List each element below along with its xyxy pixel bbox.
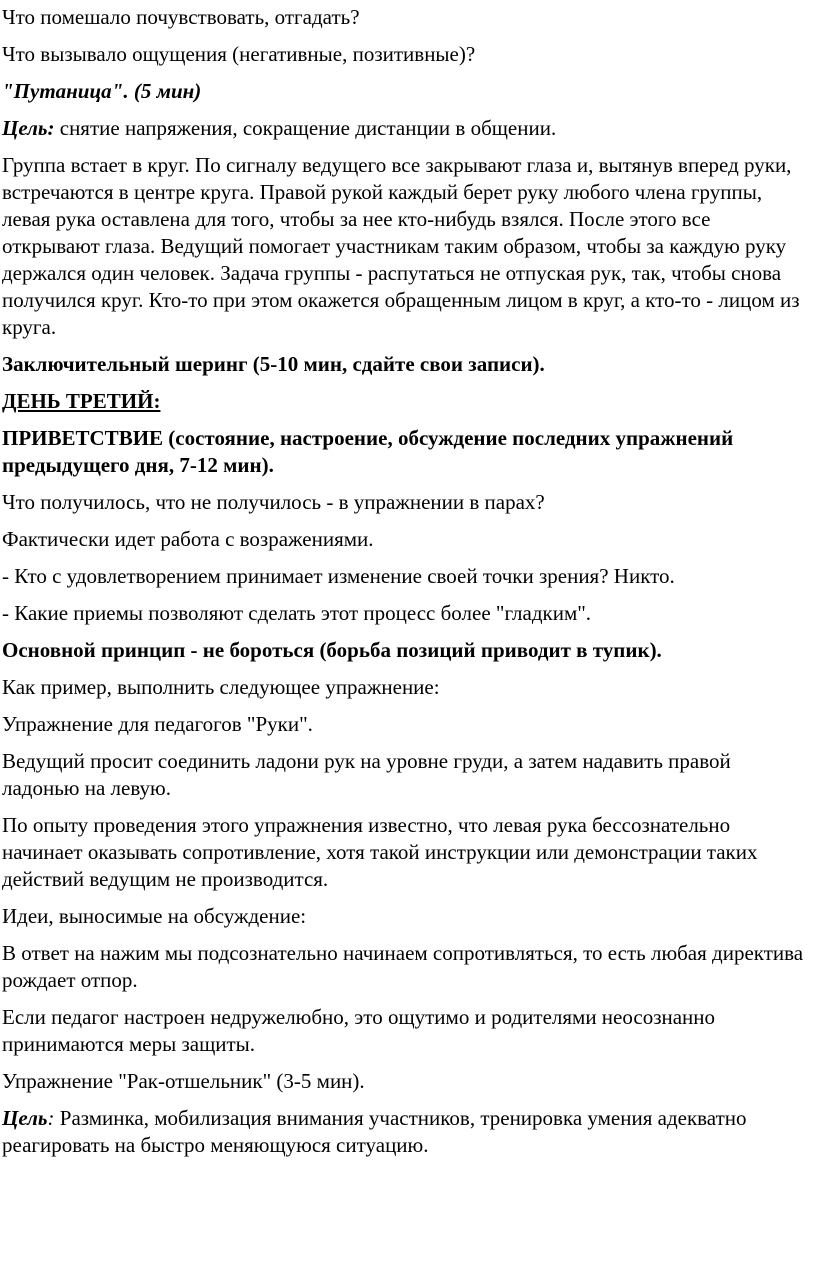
goal-label: Цель: (2, 116, 55, 140)
example-intro: Как пример, выполнить следующее упражнение: (2, 675, 440, 699)
exercise-title-hands: Упражнение для педагогов "Руки". (2, 712, 313, 736)
hands-observation: По опыту проведения этого упражнения известно, что левая рука бессознательно начинает оказывать сопротивление, хотя такой инструкции или демонстрации таких действий ведущим не производится. (2, 813, 758, 891)
objections-line: Фактически идет работа с возражениями. (2, 527, 374, 551)
question-techniques: - Какие приемы позволяют сделать этот процесс более "гладким". (2, 601, 592, 625)
final-sharing: Заключительный шеринг (5-10 мин, сдайте свои записи). (2, 352, 545, 376)
goal-hermit-crab (2, 1105, 806, 1159)
main-principle: Основной принцип - не бороться (борьба позиций приводит в тупик). (2, 638, 662, 662)
idea-pressure: В ответ на нажим мы подсознательно начинаем сопротивляться, то есть любая директива рождает отпор. (2, 941, 804, 992)
exercise-title-hermit-crab: Упражнение "Рак-отшельник" (3-5 мин). (2, 1069, 365, 1093)
question-viewpoint: - Кто с удовлетворением принимает изменение своей точки зрения? Никто. (2, 564, 675, 588)
question-line-2: Что вызывало ощущения (негативные, позитивные)? (2, 42, 476, 66)
goal-separator: : (47, 1106, 55, 1130)
goal-text: Разминка, мобилизация внимания участников, тренировка умения адекватно реагировать на быстро меняющуюся ситуацию. (2, 1106, 747, 1157)
greeting-heading: ПРИВЕТСТВИЕ (состояние, настроение, обсуждение последних упражнений предыдущего дня, 7-12 мин). (2, 426, 734, 477)
discussion-ideas: Идеи, выносимые на обсуждение: (2, 904, 307, 928)
question-line-1: Что помешало почувствовать, отгадать? (2, 5, 360, 29)
exercise-title-putanitsa: "Путаница". (5 мин) (2, 79, 202, 103)
goal-label: Цель (2, 1106, 48, 1130)
goal-text: снятие напряжения, сокращение дистанции в общении. (54, 116, 557, 140)
goal-putanitsa (2, 115, 806, 142)
hands-instruction: Ведущий просит соединить ладони рук на уровне груди, а затем надавить правой ладонью на левую. (2, 749, 731, 800)
exercise-description: Группа встает в круг. По сигналу ведущего все закрывают глаза и, вытянув вперед руки, встречаются в центре круга. Правой рукой каждый берет руку любого члена группы, левая рука оставлена для того, чтобы за нее кто-нибудь взялся. После этого все открывают глаза. Ведущий помогает участникам таким образом, чтобы за каждую руку держался один человек. Задача группы - распутаться не отпуская рук, так, чтобы снова получился круг. Кто-то при этом окажется обращенным лицом в круг, а кто-то - лицом из круга. (2, 153, 800, 339)
idea-teacher: Если педагог настроен недружелюбно, это ощутимо и родителями неосознанно принимаются меры защиты. (2, 1005, 716, 1056)
pair-exercise-question: Что получилось, что не получилось - в упражнении в парах? (2, 490, 545, 514)
day-three-heading: ДЕНЬ ТРЕТИЙ: (2, 389, 161, 413)
